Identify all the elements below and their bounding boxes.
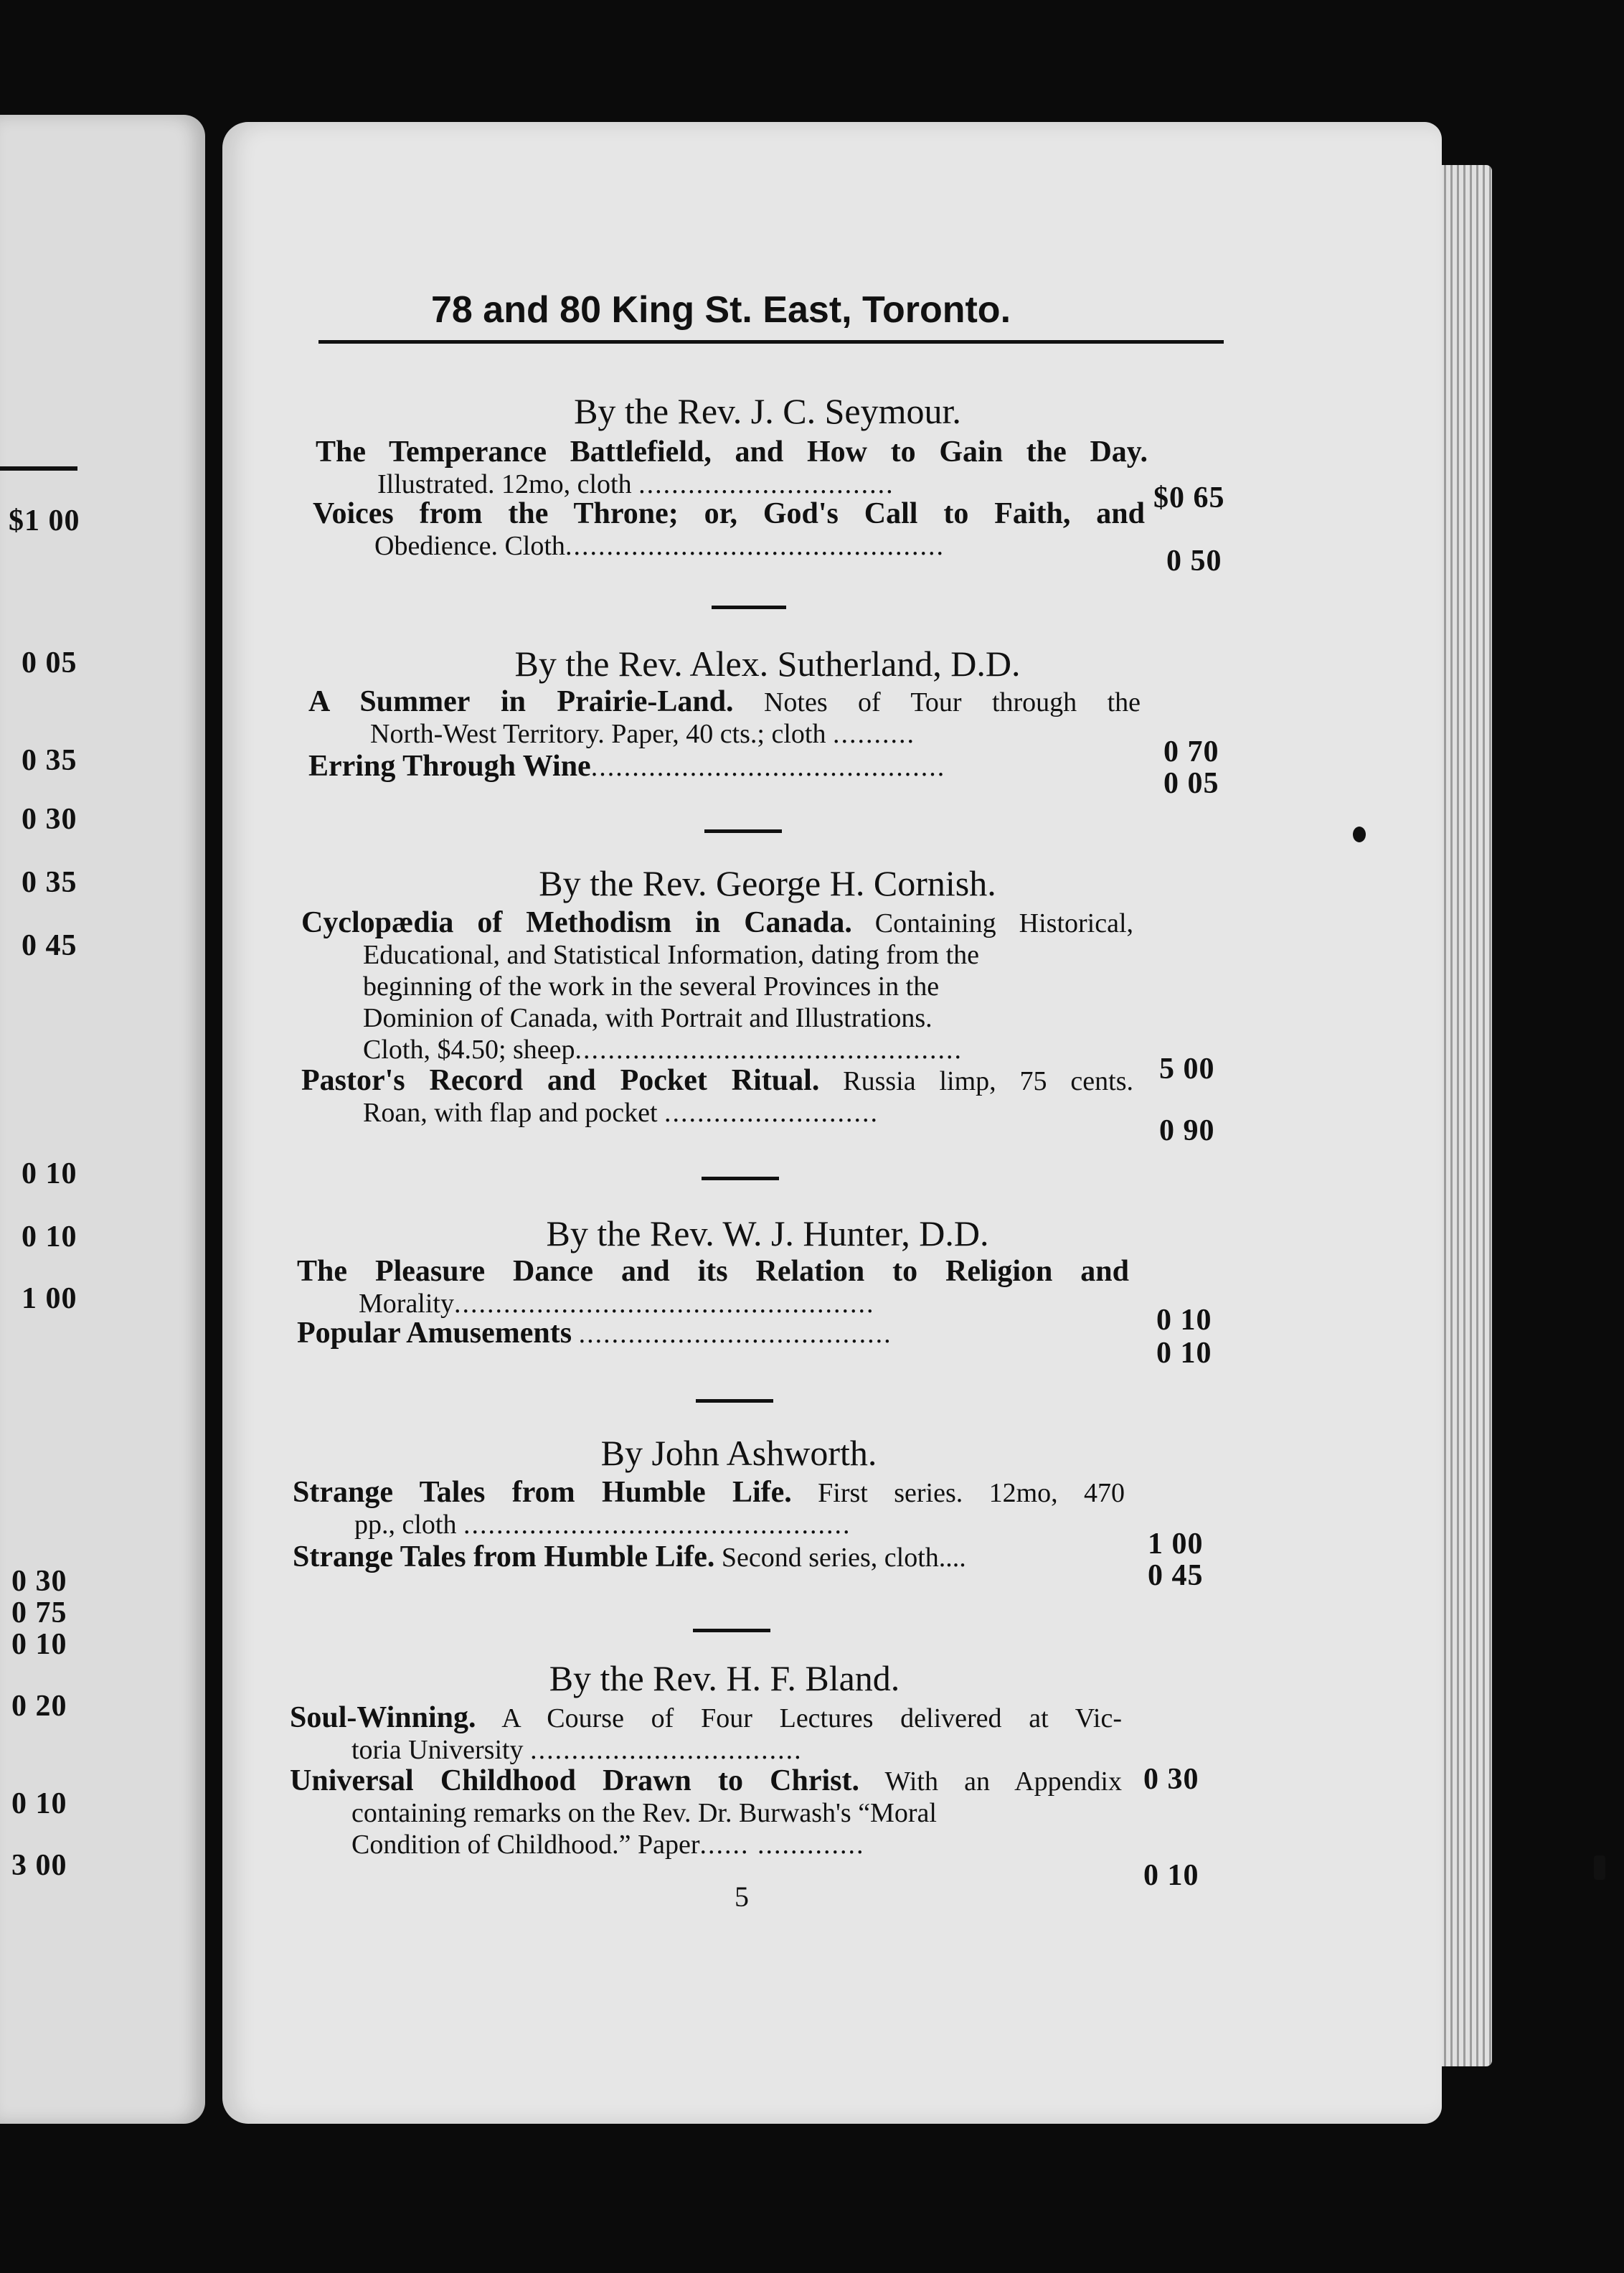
previous-page-price: 0 10 — [22, 1220, 77, 1253]
entry-title: Strange Tales from Humble Life. — [293, 1476, 792, 1509]
previous-page-price: $1 00 — [9, 504, 80, 537]
entry-price: 0 10 — [1156, 1304, 1212, 1337]
entry-title: Popular Amusements — [297, 1317, 572, 1350]
entry-price: 0 05 — [1163, 767, 1219, 800]
previous-page-price: 0 10 — [22, 1157, 77, 1190]
previous-page-price: 0 30 — [22, 803, 77, 836]
entry-detail: toria University — [351, 1735, 524, 1765]
previous-page-price: 0 10 — [11, 1787, 67, 1820]
previous-page-price: 0 75 — [11, 1596, 67, 1629]
entry-detail: Obedience. Cloth — [374, 531, 565, 561]
catalog-entry: Universal Childhood Drawn to Christ. With an Appendix containing remarks on the Rev. Dr. Burwash's “Moral Condition of Childhood.” Paper...... ............. — [290, 1764, 1122, 1860]
entry-description-line: beginning of the work in the several Provinces in the — [363, 971, 940, 1002]
entry-detail: North-West Territory. Paper, 40 cts.; cloth — [370, 719, 826, 749]
section-separator — [712, 606, 786, 609]
entry-description-line: Educational, and Statistical Information, dating from the — [363, 940, 979, 970]
previous-page — [0, 115, 205, 2124]
previous-page-price: 0 20 — [11, 1690, 67, 1723]
entry-title: Voices from the Throne; or, God's Call to Faith, and — [313, 497, 1145, 530]
entry-title: A Summer in Prairie-Land. — [308, 685, 734, 718]
section-separator — [696, 1399, 773, 1403]
entry-detail: Condition of Childhood.” Paper — [351, 1830, 700, 1860]
entry-price: 1 00 — [1148, 1528, 1204, 1561]
entry-detail: Roan, with flap and pocket — [363, 1098, 658, 1128]
entry-title: Soul-Winning. — [290, 1701, 476, 1734]
entry-price: 0 45 — [1148, 1559, 1204, 1592]
entry-description: A Course of Four Lectures delivered at Vic- — [501, 1703, 1122, 1733]
previous-page-price: 0 35 — [22, 744, 77, 777]
section-author: By the Rev. J. C. Seymour. — [574, 391, 961, 431]
catalog-entry — [293, 1541, 1125, 1573]
section-author: By the Rev. George H. Cornish. — [539, 863, 996, 903]
previous-page-price: 1 00 — [22, 1282, 77, 1315]
entry-description: Second series, cloth.... — [721, 1543, 966, 1573]
entry-description: Russia limp, 75 cents. — [843, 1066, 1133, 1096]
section-separator — [702, 1177, 779, 1180]
entry-description-line: containing remarks on the Rev. Dr. Burwash's “Moral — [351, 1798, 937, 1828]
previous-page-price: 3 00 — [11, 1849, 67, 1882]
page-number: 5 — [735, 1881, 749, 1913]
entry-title: Pastor's Record and Pocket Ritual. — [301, 1064, 820, 1097]
catalog-entry: Pastor's Record and Pocket Ritual. Russia limp, 75 cents. Roan, with flap and pocket .......................... — [301, 1064, 1133, 1128]
entry-price: 0 50 — [1166, 545, 1222, 578]
section-separator — [693, 1629, 770, 1632]
catalog-entry: The Pleasure Dance and its Relation to Religion and Morality................................................... — [297, 1255, 1129, 1319]
previous-page-price: 0 30 — [11, 1565, 67, 1598]
catalog-entry: Voices from the Throne; or, God's Call to Faith, and Obedience. Cloth.............................................. — [313, 497, 1145, 561]
catalog-entry: A Summer in Prairie-Land. Notes of Tour through the North-West Territory. Paper, 40 cts.; cloth .......... — [308, 685, 1141, 749]
entry-title: The Pleasure Dance and its Relation to Religion and — [297, 1255, 1129, 1288]
entry-price: 0 10 — [1156, 1337, 1212, 1370]
ink-speck — [1594, 1855, 1605, 1880]
entry-price: 5 00 — [1159, 1053, 1215, 1086]
section-separator — [704, 829, 782, 833]
entry-description: First series. 12mo, 470 — [818, 1478, 1125, 1508]
previous-page-rule — [0, 466, 77, 471]
previous-page-price: 0 10 — [11, 1628, 67, 1661]
section-author: By the Rev. H. F. Bland. — [549, 1658, 900, 1698]
entry-price: 0 10 — [1143, 1859, 1199, 1892]
entry-title: Erring Through Wine — [308, 750, 591, 783]
entry-title: Cyclopædia of Methodism in Canada. — [301, 906, 852, 939]
page-header: 78 and 80 King St. East, Toronto. — [430, 289, 1011, 331]
entry-detail: Morality — [359, 1289, 454, 1319]
entry-price: $0 65 — [1153, 481, 1225, 514]
entry-description: Notes of Tour through the — [763, 687, 1141, 717]
catalog-entry: Strange Tales from Humble Life. First series. 12mo, 470 pp., cloth ............................................... — [293, 1476, 1125, 1540]
catalog-entry: The Temperance Battlefield, and How to Gain the Day. Illustrated. 12mo, cloth ............................... — [316, 436, 1148, 499]
entry-description-line: Dominion of Canada, with Portrait and Illustrations. — [363, 1003, 933, 1033]
section-author: By the Rev. Alex. Sutherland, D.D. — [514, 644, 1021, 684]
catalog-entry: Soul-Winning. A Course of Four Lectures delivered at Vic- toria University ................................. — [290, 1701, 1122, 1765]
previous-page-price: 0 45 — [22, 929, 77, 962]
section-author: By the Rev. W. J. Hunter, D.D. — [546, 1213, 989, 1253]
ink-speck — [1353, 827, 1366, 842]
header-rule — [318, 340, 1224, 344]
entry-price: 0 30 — [1143, 1763, 1199, 1796]
catalog-entry: Erring Through Wine........................................... — [308, 750, 946, 783]
section-author: By John Ashworth. — [600, 1433, 877, 1473]
catalog-entry: Popular Amusements ...................................... — [297, 1317, 892, 1350]
entry-price: 0 70 — [1163, 735, 1219, 768]
entry-title: The Temperance Battlefield, and How to Gain the Day. — [316, 436, 1148, 469]
entry-title: Strange Tales from Humble Life. — [293, 1540, 715, 1573]
entry-title: Universal Childhood Drawn to Christ. — [290, 1764, 859, 1797]
previous-page-price: 0 35 — [22, 866, 77, 899]
previous-page-price: 0 05 — [22, 646, 77, 679]
entry-description: Containing Historical, — [874, 908, 1134, 938]
entry-detail: Cloth, $4.50; sheep — [363, 1035, 575, 1065]
entry-detail: Illustrated. 12mo, cloth — [377, 469, 632, 499]
entry-price: 0 90 — [1159, 1114, 1215, 1147]
entry-detail: pp., cloth — [354, 1510, 457, 1540]
entry-description: With an Appendix — [884, 1766, 1122, 1797]
catalog-entry: Cyclopædia of Methodism in Canada. Containing Historical, Educational, and Statistical Information, dating from the beginning of the work in the several Provinces in the Dominion of Canada, with Portrait and Illustrations. Cloth, $4.50; sheep............................................... — [301, 906, 1134, 1065]
